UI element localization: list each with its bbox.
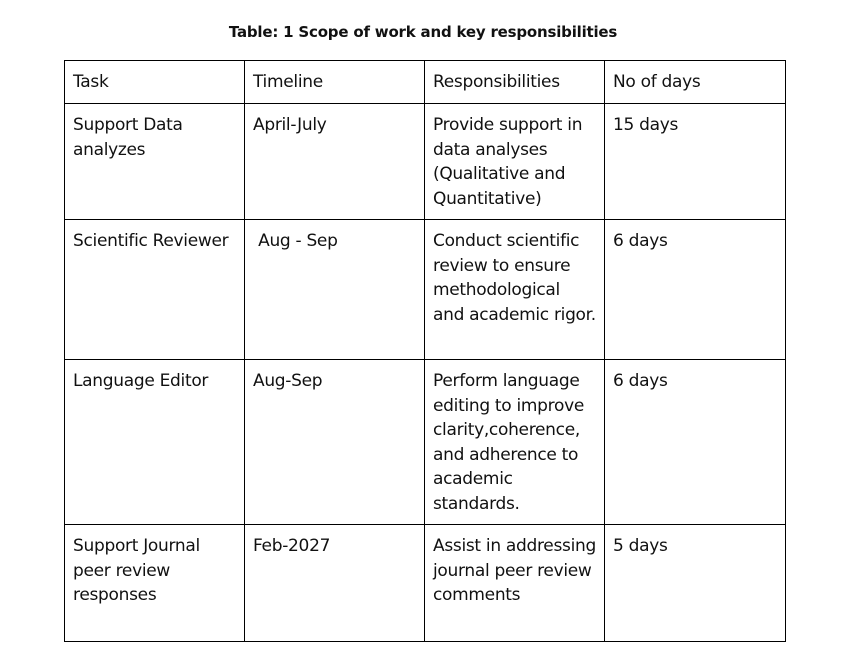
header-task: Task <box>65 61 245 104</box>
days-cell: 5 days <box>605 525 786 642</box>
table-row <box>65 525 786 642</box>
header-responsibilities: Responsibilities <box>425 61 605 104</box>
header-no-of-days: No of days <box>605 61 786 104</box>
timeline-cell: Feb-2027 <box>245 525 425 642</box>
timeline-cell: Aug - Sep <box>245 220 425 360</box>
scope-of-work-table <box>64 60 786 642</box>
days-cell: 6 days <box>605 220 786 360</box>
responsibilities-cell: Assist in addressing journal peer review comments <box>425 525 605 642</box>
timeline-cell: April-July <box>245 104 425 220</box>
table-row <box>65 220 786 360</box>
days-cell: 15 days <box>605 104 786 220</box>
task-cell: Support Data analyzes <box>65 104 245 220</box>
task-cell: Language Editor <box>65 360 245 525</box>
table-row <box>65 360 786 525</box>
table-header-row <box>65 61 786 104</box>
table-caption: Table: 1 Scope of work and key responsibilities <box>228 23 618 41</box>
timeline-cell: Aug-Sep <box>245 360 425 525</box>
responsibilities-cell: Conduct scientific review to ensure methodological and academic rigor. <box>425 220 605 360</box>
responsibilities-cell: Provide support in data analyses (Qualitative and Quantitative) <box>425 104 605 220</box>
responsibilities-cell: Perform language editing to improve clarity,coherence, and adherence to academic standards. <box>425 360 605 525</box>
header-timeline: Timeline <box>245 61 425 104</box>
table-row <box>65 104 786 220</box>
days-cell: 6 days <box>605 360 786 525</box>
task-cell: Support Journal peer review responses <box>65 525 245 642</box>
task-cell: Scientific Reviewer <box>65 220 245 360</box>
